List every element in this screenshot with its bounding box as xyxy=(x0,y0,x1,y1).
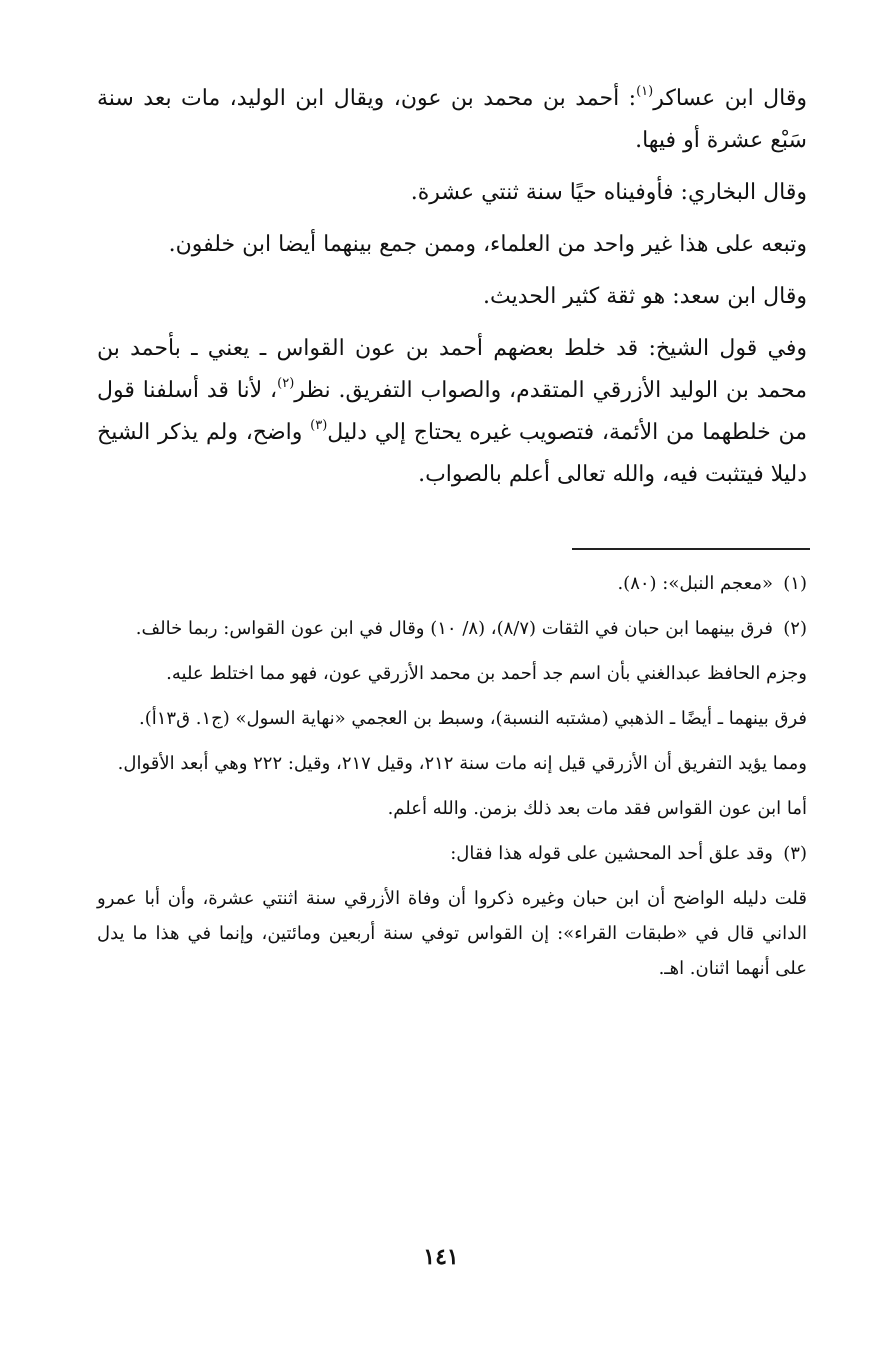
paragraph-ibn-saad: وقال ابن سعد: هو ثقة كثير الحديث. xyxy=(483,284,807,309)
footnote-text: فرق بينهما ابن حبان في الثقات (٨/٧)، (٨/ ١٠) وقال في ابن عون القواس: ربما خالف. xyxy=(135,618,773,639)
footnote-2-paragraph: ومما يؤيد التفريق أن الأزرقي قيل إنه مات سنة ٢١٢، وقيل ٢١٧، وقيل: ٢٢٢ وهي أبعد الأقوال. xyxy=(117,753,807,774)
footnote-2 xyxy=(97,611,807,646)
paragraph-shaykh: وفي قول الشيخ: قد خلط بعضهم أحمد بن عون القواس ـ يعني ـ بأحمد بن محمد بن الوليد الأزرقي المتقدم، والصواب التفريق. نظر$^{(٢)}$، لأنا قد أسلفنا قول من خلطهما من الأئمة، فتصويب غيره يحتاج إلي دليل$^{(٣)}$ واضح، ولم يذكر الشيخ دليلا فيتثبت فيه، والله تعالى أعلم بالصواب. xyxy=(97,336,807,487)
footnote-3 xyxy=(97,836,807,871)
footnote-2-paragraph: أما ابن عون القواس فقد مات بعد ذلك بزمن. والله أعلم. xyxy=(387,798,807,819)
footnote-1 xyxy=(97,566,807,601)
footnote-2-paragraph: وجزم الحافظ عبدالغني بأن اسم جد أحمد بن محمد الأزرقي عون، فهو مما اختلط عليه. xyxy=(166,663,807,684)
footnote-number: (١) xyxy=(783,573,807,594)
footnote-text: «معجم النبل»: (٨٠). xyxy=(617,573,773,594)
footnote-ref-3[interactable]: (٣) xyxy=(310,418,328,433)
paragraph-bukhari: وقال البخاري: فأوفيناه حيًا سنة ثنتي عشرة. xyxy=(410,180,807,205)
paragraph-ibn-asakir: وقال ابن عساكر$^{(١)}$: أحمد بن محمد بن عون، ويقال ابن الوليد، مات بعد سنة سَبْع عشرة أو فيها. xyxy=(97,84,808,153)
footnote-ref-1[interactable]: (١) xyxy=(636,84,654,99)
footnote-3-paragraph: قلت دليله الواضح أن ابن حبان وغيره ذكروا أن وفاة الأزرقي سنة اثنتي عشرة، وأن أبا عمرو الداني قال في «طبقات القراء»: إن القواس توفي سنة أربعين ومائتين، وإنما في هذا ما يدل على أنهما اثنان. اهـ. xyxy=(97,888,807,979)
footnote-divider xyxy=(572,548,810,550)
footnote-text: وقد علق أحد المحشين على قوله هذا فقال: xyxy=(450,843,773,864)
footnote-number: (٣) xyxy=(783,843,807,864)
footnotes xyxy=(97,566,807,996)
footnote-ref-2[interactable]: (٢) xyxy=(277,376,295,391)
footnote-2-paragraph: فرق بينهما ـ أيضًا ـ الذهبي (مشتبه النسبة)، وسبط بن العجمي «نهاية السول» (ج١. ق١٣أ). xyxy=(138,708,807,729)
paragraph-ibn-khalfun: وتبعه على هذا غير واحد من العلماء، وممن جمع بينهما أيضا ابن خلفون. xyxy=(168,232,807,257)
main-text xyxy=(97,78,807,512)
footnote-number: (٢) xyxy=(783,618,807,639)
page-number: ١٤١ xyxy=(423,1244,459,1270)
